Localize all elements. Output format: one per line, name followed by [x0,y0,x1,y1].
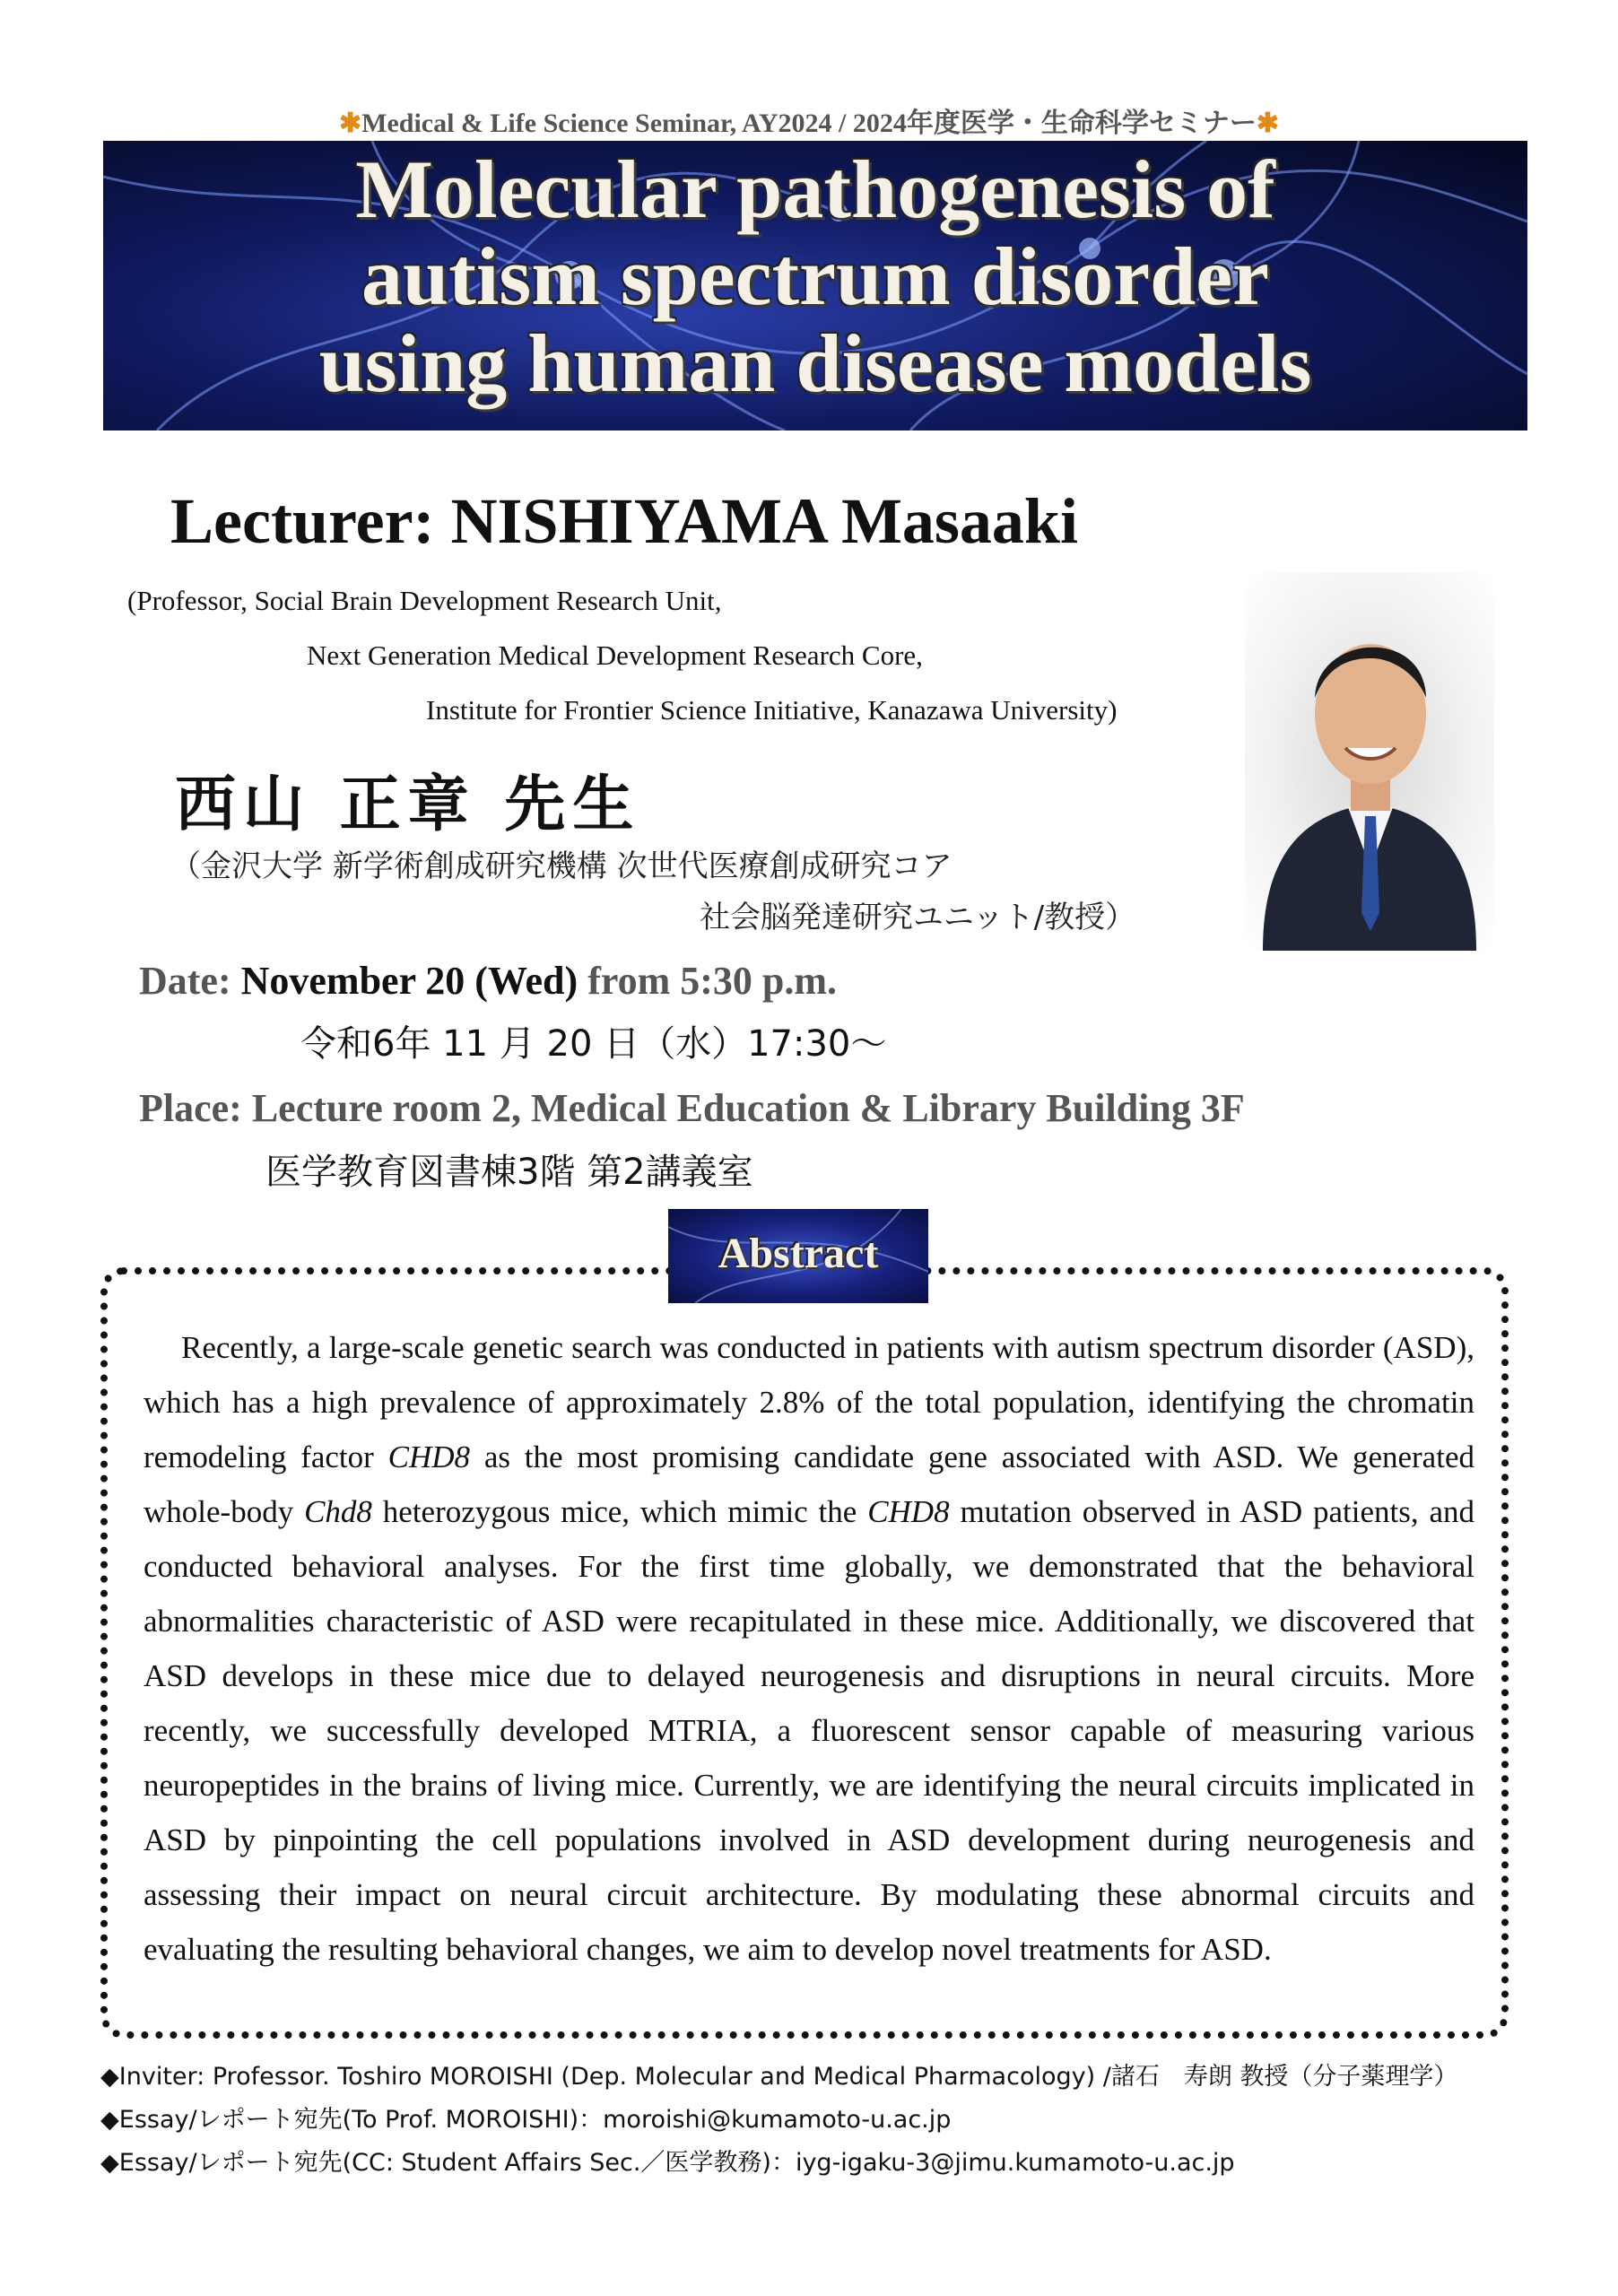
place-line: Place: Lecture room 2, Medical Education & Library Building 3F [139,1086,1245,1130]
seminar-label [0,100,1618,140]
gene-name: CHD8 [867,1494,950,1529]
date-time: from 5:30 p.m. [578,959,838,1003]
essay-cc-line: ◆Essay/レポート宛先(CC: Student Affairs Sec.／医学教務)：iyg-igaku-3@jimu.kumamoto-u.ac.jp [100,2149,1235,2177]
lecturer-heading: Lecturer: NISHIYAMA Masaaki [170,485,1078,557]
date-value: November 20 (Wed) [240,959,578,1003]
title-line: using human disease models [318,317,1312,409]
place-ja: 医学教育図書棟3階 第2講義室 [265,1152,753,1193]
abstract-sentence: as the most promising candidate gene associated with ASD. We generated whole-body [144,1439,1474,1529]
title-line: Molecular pathogenesis of [355,144,1275,235]
lecturer-name-ja: 西山 正章 先生 [175,770,641,840]
asterisk-icon: ✱ [338,109,362,138]
essay-contact-line: ◆Essay/レポート宛先(To Prof. MOROISHI)：moroishi@kumamoto-u.ac.jp [100,2106,952,2134]
lecturer-affiliation-ja: （金沢大学 新学術創成研究機構 次世代医療創成研究コア [170,848,953,884]
title-line: autism spectrum disorder [361,230,1269,322]
abstract-sentence: heterozygous mice, which mimic the [371,1494,868,1529]
lecture-title [103,146,1527,407]
abstract-sentence: mutation observed in ASD patients, and conducted behavioral analyses. For the first time globally, we demonstrated that the behavioral abnormalities characteristic of ASD were recapitulated in these mice. Additionally, we discovered that ASD develops in these mice due to delayed neurogenesis and disruptions in neural circuits. More recently, we successfully developed MTRIA, a fluorescent sensor capable of measuring various neuropeptides in the brains of living mice. Currently, we are identifying the neural circuits implicated in ASD by pinpointing the cell populations involved in ASD development during neurogenesis and assessing their impact on neural circuit architecture. By modulating these abnormal circuits and evaluating the resulting behavioral changes, we aim to develop novel treatments for ASD. [144,1494,1474,1967]
gene-name: Chd8 [304,1494,372,1529]
lecturer-affiliation-line: (Professor, Social Brain Development Research Unit, [127,585,722,616]
abstract-heading: Abstract [718,1230,879,1277]
date-line [139,958,837,1004]
lecturer-affiliation-ja: 社会脳発達研究ユニット/教授） [700,900,1136,935]
abstract-text [144,1320,1474,1977]
lecturer-photo [1245,572,1494,951]
date-ja: 令和6年 11 月 20 日（水）17:30～ [300,1023,887,1065]
lecturer-affiliation-line: Institute for Frontier Science Initiative, Kanazawa University) [426,694,1118,726]
date-label: Date: [139,959,241,1003]
lecturer-affiliation-line: Next Generation Medical Development Research Core, [307,639,923,671]
portrait-image [1245,572,1494,951]
abstract-sentence: Recently, a large-scale genetic search was conducted in patients with autism spectrum disorder (ASD), which has a high prevalence of approximately 2.8% of the total population, identifying the chromatin remodeling factor [144,1330,1474,1474]
gene-name: CHD8 [387,1439,471,1474]
abstract-heading-badge [668,1209,928,1303]
title-banner [103,141,1527,430]
asterisk-icon: ✱ [1256,109,1279,138]
inviter-line: ◆Inviter: Professor. Toshiro MOROISHI (Dep. Molecular and Medical Pharmacology) /諸石 寿朗 教授（分子薬理学） [100,2063,1458,2091]
seminar-text: Medical & Life Science Seminar, AY2024 / 2024年度医学・生命科学セミナー [361,109,1257,138]
